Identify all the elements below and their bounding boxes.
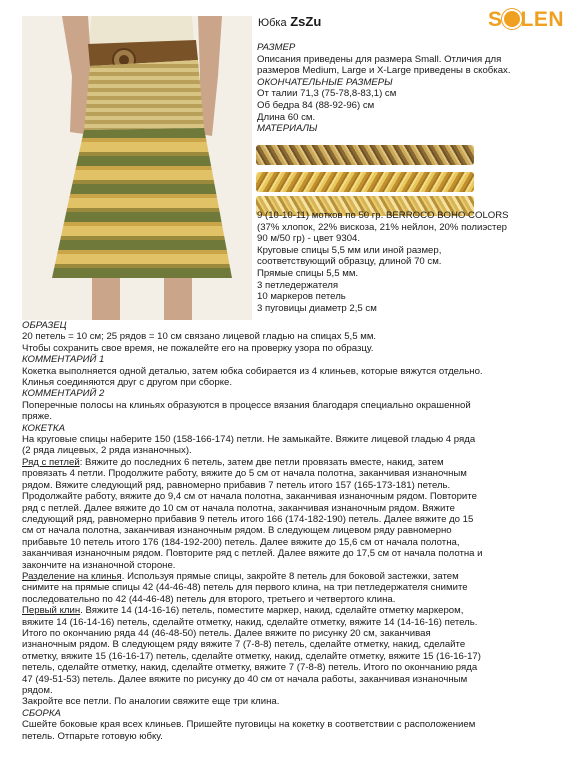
materials-line: 90 м/50 гр) - цвет 9304.: [257, 233, 361, 245]
logo-text-end: LEN: [520, 8, 565, 31]
yoke-instruction-line: следующий ряд, равномерно прибавив 9 петель итого 166 (174-182-190) петель. Далее вяжите до 15: [22, 513, 474, 525]
assembly-line: петель. Отпарьте готовую юбку.: [22, 730, 163, 742]
comment1-line: Клинья соединяются друг с другом при сборке.: [22, 377, 233, 389]
assembly-heading: СБОРКА: [22, 707, 61, 719]
comment2-line: Поперечные полосы на клиньях образуются в процессе вязания благодаря специально окрашенной: [22, 399, 471, 411]
logo-text-start: S: [488, 8, 503, 31]
title-name: ZsZu: [290, 14, 322, 29]
yoke-instruction-line: заканчивая изнаночным рядом. Повторите ряд с петлей. Далее вяжите до 17,5 см от начала полотна и: [22, 548, 483, 560]
size-line: Описания приведены для размера Small. Отличия для: [257, 53, 502, 65]
wedge-line: петель, сделайте отметку, накид, сделайте отметку, вяжите 7 (7-8-8) петель. Итого по окончанию ряда: [22, 662, 478, 674]
materials-line: 3 петледержателя: [257, 279, 339, 291]
size-section: [257, 42, 547, 135]
split-text: . Используя прямые спицы, закройте 8 петель для боковой застежки, затем: [121, 570, 459, 582]
materials-line: соответствующий образцу, длиной 70 см.: [257, 256, 442, 268]
yoke-instruction-line: закончите на изнаночной стороне.: [22, 559, 176, 571]
split-label: Разделение на клинья: [22, 570, 122, 582]
yoke-instruction-line: провязать 4 петли. Продолжите работу, вяжите до 5 см от начала полотна, заканчивая изнаночным: [22, 468, 467, 480]
size-line: размеров Medium, Large и X-Large приведены в скобках.: [257, 65, 511, 77]
materials-line: 9 (10-10-11) мотков по 50 гр. BERROCO BOHO COLORS: [257, 210, 509, 221]
comment2-heading: КОММЕНТАРИЙ 2: [22, 388, 105, 400]
brand-logo: [488, 8, 564, 32]
gauge-line: Чтобы сохранить свое время, не пожалейте его на проверку узора по образцу.: [22, 342, 374, 354]
yoke-line: (2 ряда лицевых, 2 ряда изнаночных).: [22, 445, 192, 457]
wedge-line: Итого по окончанию ряда 44 (46-48-50) петель. Далее вяжите по рисунку 20 см, заканчивая: [22, 627, 431, 639]
split-line: снимите на прямые спицы 42 (44-46-48) петель для первого клина, на три петледержателя снимите: [22, 582, 468, 594]
materials-line: 10 маркеров петель: [257, 291, 346, 303]
yoke-instruction-line: Продолжайте работу, вяжите до 9,4 см от начала полотна, заканчивая изнаночным рядом. Повторите: [22, 491, 477, 503]
final-size-line: Длина 60 см.: [257, 111, 316, 123]
gauge-line: 20 петель = 10 см; 25 рядов = 10 см связано лицевой гладью на спицах 5,5 мм.: [22, 331, 377, 343]
yoke-instruction-line: рядом. Вяжите следующий ряд, равномерно прибавив 7 петель итого 157 (165-173-181) петель.: [22, 479, 451, 491]
materials-line: 3 пуговицы диаметр 2,5 см: [257, 302, 377, 314]
split-paragraph-start: [22, 571, 552, 582]
split-line: последовательно по 42 (44-46-48) петель для второго, третьего и четвертого клина.: [22, 593, 396, 605]
materials-line: Круговые спицы 5,5 мм или иной размер,: [257, 244, 442, 256]
comment1-heading: КОММЕНТАРИЙ 1: [22, 354, 105, 366]
yoke-instruction-line: ряд с петлей. Далее вяжите до 10 см от начала полотна, заканчивая изнаночным рядом. Вяжите: [22, 502, 455, 514]
first-wedge-text: . Вяжите 14 (14-16-16) петель, поместите маркер, накид, сделайте отметку маркером,: [80, 605, 464, 617]
title-prefix: Юбка: [258, 17, 287, 29]
materials-line: (37% хлопок, 22% вискоза, 21% нейлон, 20% полиэстер: [257, 221, 507, 233]
size-heading: РАЗМЕР: [257, 42, 296, 53]
materials-line: Прямые спицы 5,5 мм.: [257, 267, 359, 279]
comment2-line: пряже.: [22, 411, 53, 423]
skirt-illustration: [22, 16, 252, 320]
yarn-swatch: [256, 172, 474, 192]
wedge-line: 47 (49-51-53) петель. Далее вяжите по рисунку до 40 см от начала работы, заканчивая изнаночным: [22, 673, 468, 685]
yoke-instruction-line: прибавьте 10 петель итого 176 (184-192-200) петель. Далее вяжите до 15,6 см от начала полотна,: [22, 536, 460, 548]
final-size-line: Об бедра 84 (88-92-96) см: [257, 99, 375, 111]
wedge-line: рядом.: [22, 685, 53, 696]
yoke-heading: КОКЕТКА: [22, 422, 65, 434]
wedge-line: отметку, вяжите 15 (16-16-17) петель, сделайте отметку, накид, сделайте отметку, вяжите 15 (16-16-17): [22, 650, 481, 662]
final-size-line: От талии 71,3 (75-78,8-83,1) см: [257, 88, 397, 100]
wedge-paragraph-start: [22, 605, 552, 616]
skirt-photo: [22, 16, 252, 320]
wedge-line: вяжите 14 (16-14-16) петель, сделайте отметку, накид, сделайте отметку, вяжите 14 (14-16-16) петель.: [22, 616, 478, 628]
materials-list: [257, 210, 557, 314]
comment1-line: Кокетка выполняется одной деталью, затем юбка собирается из 4 клиньев, которые вяжутся отдельно.: [22, 365, 483, 377]
yarn-swatch: [256, 145, 474, 165]
sun-icon: [504, 11, 520, 27]
yoke-instruction-line: см от начала полотна, заканчивая изнаночным рядом. В следующем лицевом ряду равномерно: [22, 525, 452, 537]
wedge-line: Закройте все петли. По аналогии свяжите еще три клина.: [22, 696, 280, 708]
first-wedge-label: Первый клин: [22, 605, 81, 617]
buttonhole-row-text: : Вяжите до последних 6 петель, затем две петли провязать вместе, накид, затем: [79, 456, 444, 468]
decrease-paragraph-start: [22, 457, 552, 468]
wedge-line: изнаночным рядом. В следующем ряду вяжите 7 (7-8-8) петель, сделайте отметку, накид, сделайте: [22, 639, 466, 651]
gauge-heading: ОБРАЗЕЦ: [22, 320, 67, 331]
instructions: [22, 320, 552, 742]
yoke-line: На круговые спицы наберите 150 (158-166-174) петли. Не замыкайте. Вяжите лицевой гладью 4 ряда: [22, 434, 476, 446]
assembly-line: Сшейте боковые края всех клиньев. Пришейте пуговицы на кокетку в соответствии с расположением: [22, 719, 476, 731]
final-sizes-heading: ОКОНЧАТЕЛЬНЫЕ РАЗМЕРЫ: [257, 76, 393, 88]
page-title: [258, 14, 321, 29]
materials-heading: МАТЕРИАЛЫ: [257, 123, 318, 135]
buttonhole-row-label: Ряд с петлей: [22, 456, 80, 468]
